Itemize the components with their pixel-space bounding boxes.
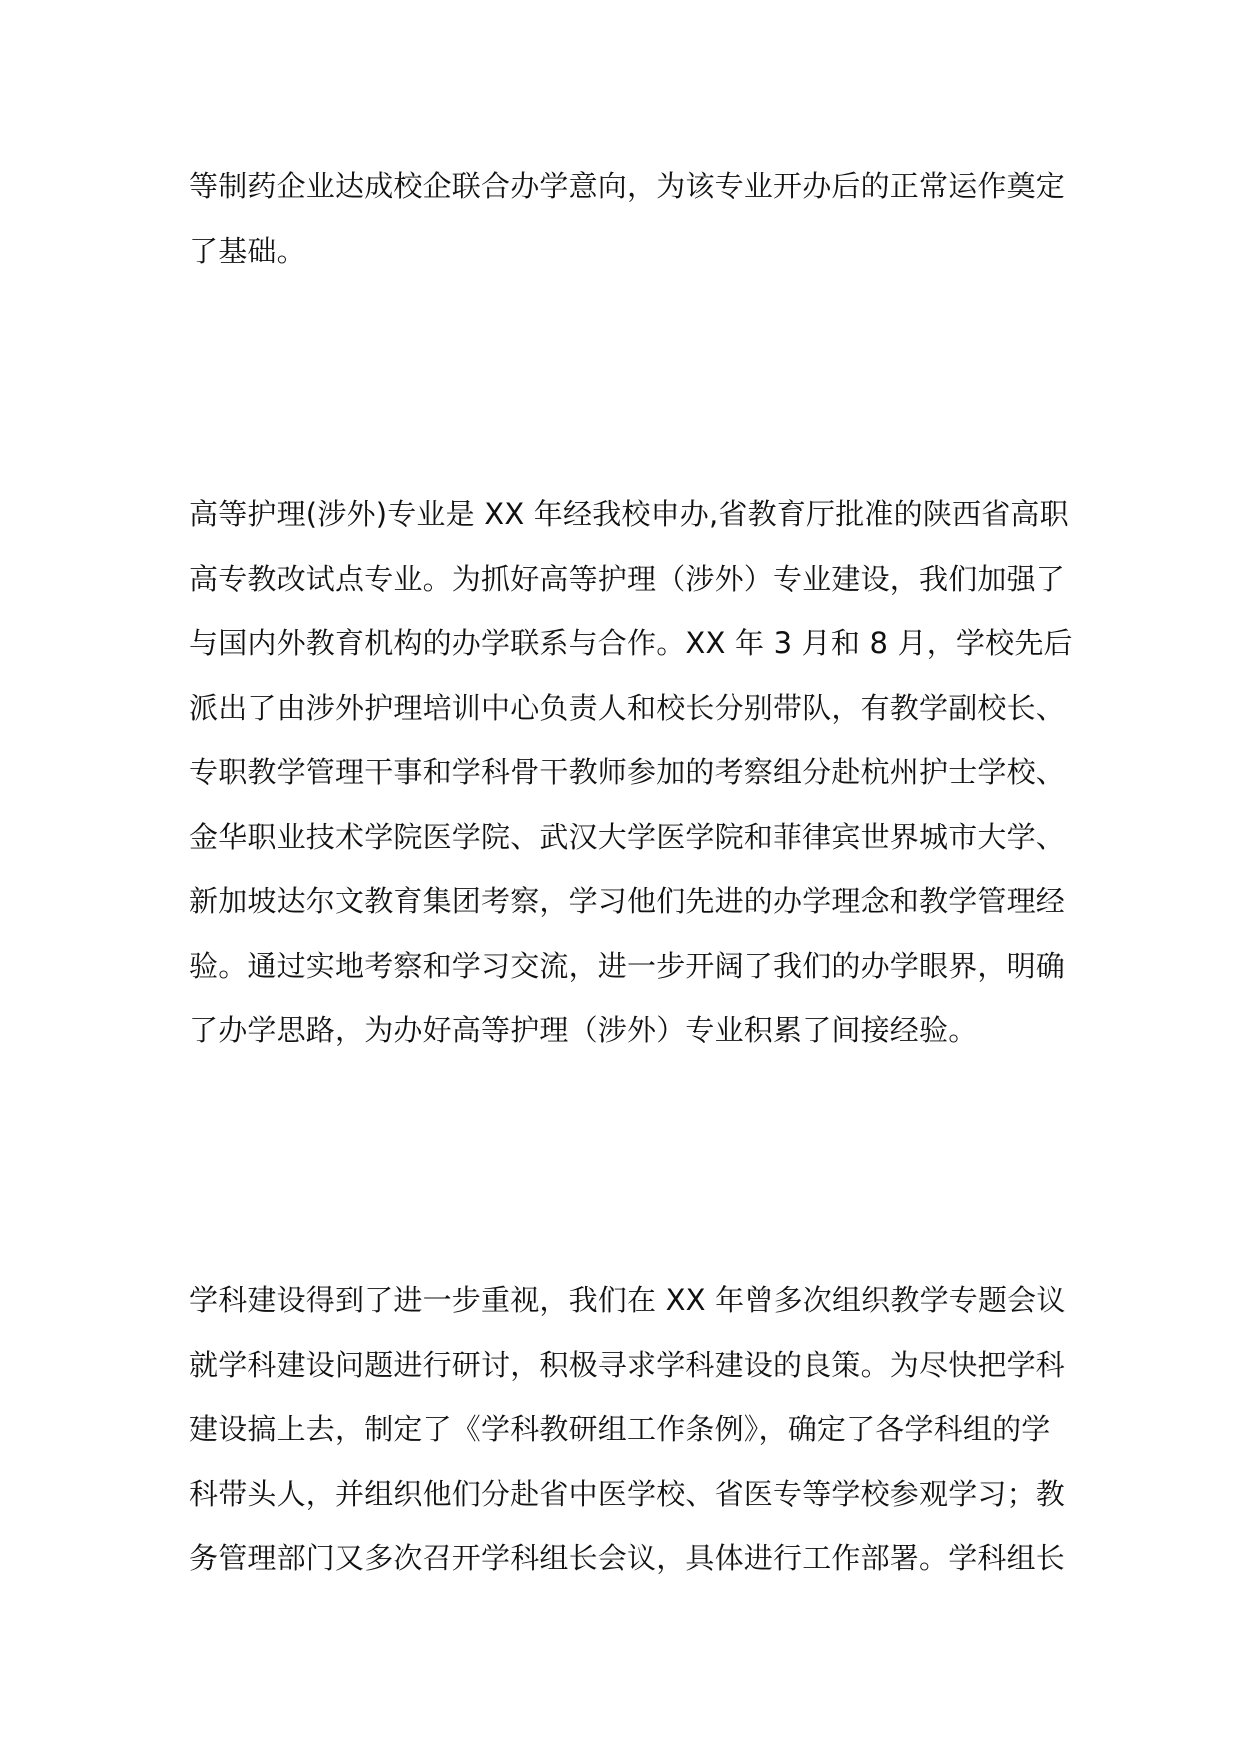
text-line: 与国内外教育机构的办学联系与合作。XX 年 3 月和 8 月，学校先后 [189, 626, 1073, 660]
paragraph-1 [189, 154, 1089, 283]
text-line: 验。通过实地考察和学习交流，进一步开阔了我们的办学眼界，明确 [189, 948, 1066, 983]
text-line: 科带头人，并组织他们分赴省中医学校、省医专等学校参观学习；教 [189, 1476, 1066, 1511]
paragraph-2 [189, 482, 1089, 1063]
paragraph-3 [189, 1268, 1089, 1591]
text-line: 高专教改试点专业。为抓好高等护理（涉外）专业建设，我们加强了 [189, 561, 1066, 596]
text-line: 务管理部门又多次召开学科组长会议，具体进行工作部署。学科组长 [189, 1541, 1066, 1575]
text-line: 等制药企业达成校企联合办学意向，为该专业开办后的正常运作奠定 [189, 169, 1066, 203]
text-line: 新加坡达尔文教育集团考察，学习他们先进的办学理念和教学管理经 [189, 884, 1066, 918]
text-line: 派出了由涉外护理培训中心负责人和校长分别带队，有教学副校长、 [189, 690, 1066, 725]
text-line: 就学科建设问题进行研讨，积极寻求学科建设的良策。为尽快把学科 [189, 1347, 1066, 1382]
text-line: 高等护理(涉外)专业是 XX 年经我校申办,省教育厅批准的陕西省高职 [189, 497, 1069, 531]
text-line: 专职教学管理干事和学科骨干教师参加的考察组分赴杭州护士学校、 [189, 755, 1066, 789]
text-line: 了基础。 [189, 233, 306, 268]
text-line: 学科建设得到了进一步重视，我们在 XX 年曾多次组织教学专题会议 [189, 1283, 1066, 1317]
text-line: 建设搞上去，制定了《学科教研组工作条例》，确定了各学科组的学 [189, 1412, 1051, 1446]
text-line: 金华职业技术学院医学院、武汉大学医学院和菲律宾世界城市大学、 [189, 819, 1066, 854]
text-line: 了办学思路，为办好高等护理（涉外）专业积累了间接经验。 [189, 1013, 978, 1047]
